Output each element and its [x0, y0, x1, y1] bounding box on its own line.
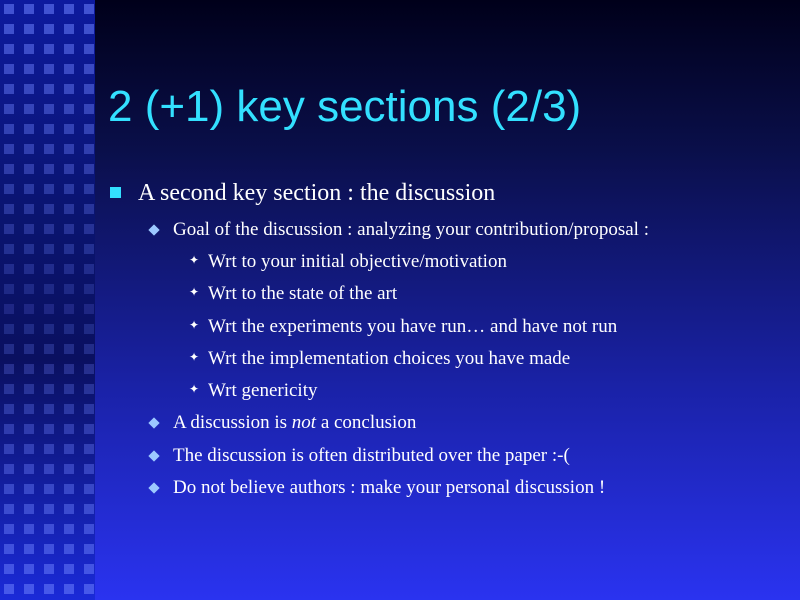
decorative-square — [44, 4, 54, 14]
decorative-square — [64, 124, 74, 134]
diamond-bullet-icon — [148, 482, 159, 493]
decorative-square — [84, 524, 94, 534]
decorative-square — [64, 384, 74, 394]
decorative-square — [84, 284, 94, 294]
decorative-square — [44, 144, 54, 154]
decorative-square — [24, 564, 34, 574]
decorative-square — [44, 164, 54, 174]
decorative-square — [4, 104, 14, 114]
decorative-square — [44, 24, 54, 34]
decorative-square — [44, 464, 54, 474]
decorative-square — [44, 284, 54, 294]
slide-title: 2 (+1) key sections (2/3) — [108, 82, 582, 131]
decorative-square — [24, 444, 34, 454]
decorative-square — [24, 344, 34, 354]
decorative-square — [24, 464, 34, 474]
decorative-square — [44, 424, 54, 434]
decorative-square — [24, 244, 34, 254]
decorative-square — [64, 564, 74, 574]
decorative-left-strip — [0, 0, 95, 600]
decorative-square — [64, 164, 74, 174]
decorative-grid — [0, 0, 95, 600]
decorative-square — [44, 44, 54, 54]
decorative-square — [4, 364, 14, 374]
decorative-square — [64, 444, 74, 454]
decorative-square — [4, 484, 14, 494]
decorative-square — [4, 4, 14, 14]
decorative-square — [84, 584, 94, 594]
decorative-square — [64, 244, 74, 254]
bullet-text: Wrt the implementation choices you have made — [208, 348, 571, 369]
decorative-square — [64, 4, 74, 14]
decorative-square — [24, 504, 34, 514]
bullet-text: Wrt genericity — [208, 380, 318, 401]
decorative-square — [84, 484, 94, 494]
decorative-square — [24, 384, 34, 394]
bullet-text: Goal of the discussion : analyzing your contribution/proposal : — [173, 219, 649, 240]
decorative-square — [64, 424, 74, 434]
star-bullet-icon: ✦ — [189, 382, 200, 396]
text-segment: a conclusion — [316, 412, 417, 433]
decorative-square — [44, 444, 54, 454]
decorative-square — [64, 344, 74, 354]
decorative-square — [24, 64, 34, 74]
decorative-square — [4, 164, 14, 174]
decorative-square — [84, 364, 94, 374]
decorative-square — [64, 84, 74, 94]
decorative-square — [44, 84, 54, 94]
decorative-square — [4, 124, 14, 134]
diamond-bullet-icon — [148, 224, 159, 235]
decorative-square — [64, 104, 74, 114]
diamond-bullet-icon — [148, 450, 159, 461]
decorative-square — [24, 524, 34, 534]
decorative-square — [84, 564, 94, 574]
decorative-square — [84, 384, 94, 394]
square-bullet-icon — [110, 187, 121, 198]
decorative-square — [84, 144, 94, 154]
star-bullet-icon: ✦ — [189, 350, 200, 364]
decorative-square — [44, 104, 54, 114]
decorative-square — [84, 424, 94, 434]
decorative-square — [64, 484, 74, 494]
decorative-square — [44, 344, 54, 354]
decorative-square — [84, 64, 94, 74]
bullet-text: Do not believe authors : make your personal discussion ! — [173, 477, 606, 498]
star-bullet-icon: ✦ — [189, 253, 200, 267]
decorative-square — [64, 524, 74, 534]
bullet-text — [173, 412, 416, 434]
bullet-text: A second key section : the discussion — [138, 180, 496, 206]
decorative-square — [84, 84, 94, 94]
decorative-square — [44, 324, 54, 334]
decorative-square — [4, 264, 14, 274]
decorative-square — [24, 364, 34, 374]
decorative-square — [84, 504, 94, 514]
decorative-square — [4, 464, 14, 474]
decorative-square — [24, 484, 34, 494]
decorative-square — [4, 404, 14, 414]
decorative-square — [24, 104, 34, 114]
decorative-square — [24, 4, 34, 14]
decorative-square — [64, 284, 74, 294]
decorative-square — [4, 44, 14, 54]
decorative-square — [24, 264, 34, 274]
decorative-square — [84, 404, 94, 414]
decorative-square — [4, 544, 14, 554]
decorative-square — [44, 384, 54, 394]
decorative-square — [24, 124, 34, 134]
diamond-bullet-icon — [148, 417, 159, 428]
decorative-square — [64, 304, 74, 314]
decorative-square — [24, 324, 34, 334]
bullet-text: Wrt to your initial objective/motivation — [208, 251, 507, 272]
decorative-square — [24, 44, 34, 54]
decorative-square — [24, 224, 34, 234]
decorative-square — [84, 184, 94, 194]
decorative-square — [4, 424, 14, 434]
decorative-square — [4, 584, 14, 594]
decorative-square — [84, 304, 94, 314]
decorative-square — [84, 124, 94, 134]
decorative-square — [44, 204, 54, 214]
decorative-square — [64, 184, 74, 194]
decorative-square — [4, 244, 14, 254]
decorative-square — [64, 24, 74, 34]
decorative-square — [24, 24, 34, 34]
decorative-square — [4, 384, 14, 394]
decorative-square — [4, 504, 14, 514]
text-segment: A discussion is — [173, 412, 292, 433]
decorative-square — [84, 544, 94, 554]
decorative-square — [4, 64, 14, 74]
decorative-square — [64, 44, 74, 54]
bullet-text: The discussion is often distributed over the paper :-( — [173, 445, 570, 466]
decorative-square — [84, 104, 94, 114]
decorative-square — [64, 264, 74, 274]
decorative-square — [64, 584, 74, 594]
decorative-square — [84, 444, 94, 454]
decorative-square — [4, 24, 14, 34]
decorative-square — [4, 344, 14, 354]
decorative-square — [44, 224, 54, 234]
decorative-square — [44, 304, 54, 314]
decorative-square — [84, 244, 94, 254]
decorative-square — [84, 4, 94, 14]
decorative-square — [44, 564, 54, 574]
decorative-square — [44, 544, 54, 554]
decorative-square — [44, 504, 54, 514]
decorative-square — [64, 404, 74, 414]
decorative-square — [64, 224, 74, 234]
decorative-square — [24, 284, 34, 294]
decorative-square — [64, 144, 74, 154]
decorative-square — [84, 264, 94, 274]
decorative-square — [84, 324, 94, 334]
decorative-square — [4, 144, 14, 154]
decorative-square — [44, 364, 54, 374]
decorative-square — [4, 444, 14, 454]
decorative-square — [24, 544, 34, 554]
decorative-square — [24, 304, 34, 314]
decorative-square — [84, 464, 94, 474]
bullet-text: Wrt to the state of the art — [208, 283, 398, 304]
decorative-square — [64, 64, 74, 74]
decorative-square — [44, 124, 54, 134]
bullet-text: Wrt the experiments you have run… and have not run — [208, 316, 618, 337]
decorative-square — [4, 564, 14, 574]
decorative-square — [44, 524, 54, 534]
star-bullet-icon: ✦ — [189, 318, 200, 332]
decorative-square — [4, 284, 14, 294]
decorative-square — [64, 324, 74, 334]
decorative-square — [24, 184, 34, 194]
decorative-square — [64, 204, 74, 214]
decorative-square — [44, 264, 54, 274]
decorative-square — [44, 64, 54, 74]
decorative-square — [4, 324, 14, 334]
decorative-square — [84, 164, 94, 174]
decorative-square — [24, 164, 34, 174]
decorative-square — [4, 304, 14, 314]
decorative-square — [84, 344, 94, 354]
decorative-square — [4, 224, 14, 234]
decorative-square — [44, 584, 54, 594]
decorative-square — [24, 424, 34, 434]
decorative-square — [64, 544, 74, 554]
decorative-square — [24, 584, 34, 594]
decorative-square — [64, 464, 74, 474]
decorative-square — [64, 364, 74, 374]
emphasis-text: not — [291, 412, 317, 433]
decorative-square — [24, 84, 34, 94]
decorative-square — [64, 504, 74, 514]
decorative-square — [24, 204, 34, 214]
decorative-square — [44, 484, 54, 494]
decorative-square — [84, 44, 94, 54]
decorative-square — [84, 24, 94, 34]
decorative-square — [4, 204, 14, 214]
decorative-square — [4, 184, 14, 194]
decorative-square — [4, 84, 14, 94]
decorative-square — [44, 404, 54, 414]
decorative-square — [84, 204, 94, 214]
decorative-square — [4, 524, 14, 534]
decorative-square — [44, 184, 54, 194]
decorative-square — [84, 224, 94, 234]
decorative-square — [44, 244, 54, 254]
decorative-square — [24, 144, 34, 154]
decorative-square — [24, 404, 34, 414]
star-bullet-icon: ✦ — [189, 285, 200, 299]
